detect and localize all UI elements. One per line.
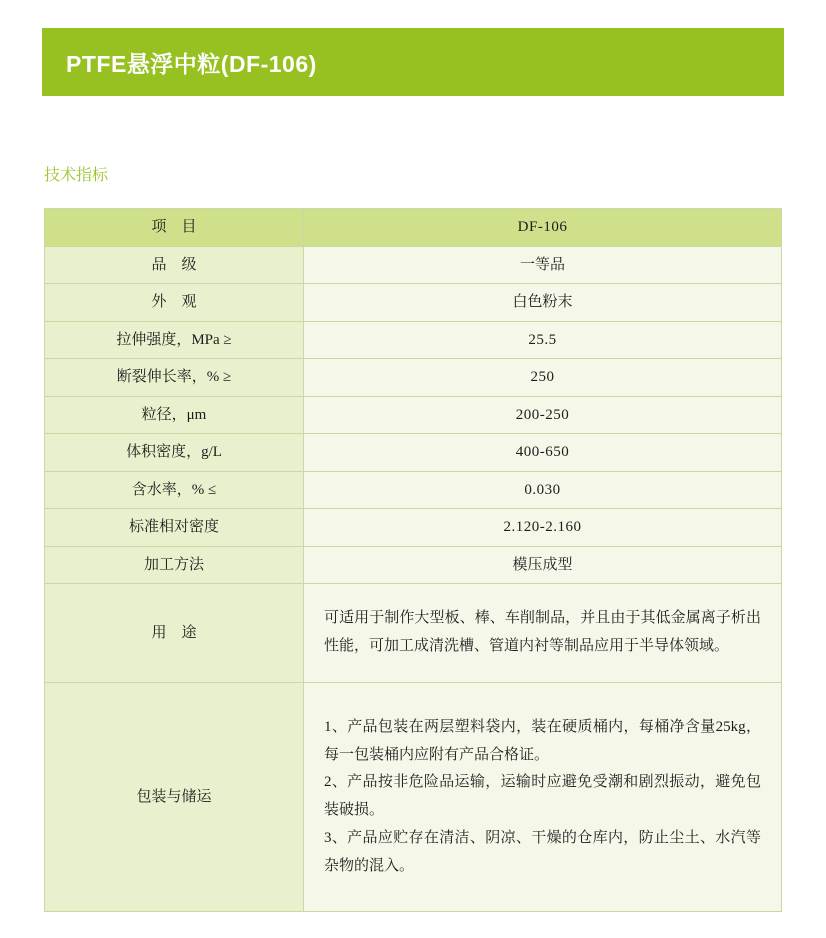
table-header-label-cell <box>45 209 304 247</box>
row-value-cell <box>304 509 782 547</box>
packaging-label-text: 包装与储运 <box>136 788 212 805</box>
row-label-cell <box>45 284 304 322</box>
packaging-value-cell <box>304 683 782 912</box>
usage-value-cell <box>304 584 782 683</box>
table-row <box>45 509 782 547</box>
packaging-label-cell <box>45 683 304 912</box>
row-label-cell <box>45 321 304 359</box>
packaging-value-lines <box>304 700 781 895</box>
row-value-text: 200-250 <box>515 406 570 423</box>
table-body <box>45 209 782 912</box>
row-value-cell <box>304 396 782 434</box>
table-row <box>45 546 782 584</box>
row-label-text: 含水率，% ≤ <box>131 481 217 498</box>
section-title-technical-specs: 技术指标 <box>44 167 109 184</box>
usage-value-text: 可适用于制作大型板、棒、车削制品，并且由于其低金属离子析出性能，可加工成清洗槽、管道内衬等制品应用于半导体领域。 <box>324 610 761 654</box>
table-row <box>45 471 782 509</box>
row-label-cell <box>45 434 304 472</box>
table-header-value-cell <box>304 209 782 247</box>
usage-label-cell <box>45 584 304 683</box>
row-value-text: 2.120-2.160 <box>503 519 582 535</box>
row-label-cell <box>45 396 304 434</box>
table-row <box>45 246 782 284</box>
row-value-cell <box>304 359 782 397</box>
row-label-text: 断裂伸长率，% ≥ <box>116 369 232 385</box>
row-value-cell <box>304 321 782 359</box>
row-label-cell <box>45 359 304 397</box>
row-value-cell <box>304 246 782 284</box>
row-value-text: 25.5 <box>528 331 557 348</box>
row-value-text: 白色粉末 <box>512 294 573 310</box>
table-row <box>45 359 782 397</box>
table-row-packaging <box>45 683 782 912</box>
row-label-text: 拉伸强度，MPa ≥ <box>116 331 232 348</box>
row-label-text: 外 观 <box>151 294 197 310</box>
product-header-band <box>42 28 784 96</box>
row-value-text: 一等品 <box>519 256 565 273</box>
row-value-cell <box>304 471 782 509</box>
packaging-line: 2、产品按非危险品运输，运输时应避免受潮和剧烈振动，避免包装破损。 <box>324 774 761 818</box>
page-title: PTFE悬浮中粒(DF-106) <box>66 50 317 77</box>
packaging-line: 1、产品包装在两层塑料袋内，装在硬质桶内，每桶净含量25kg，每一包装桶内应附有产品合格证。 <box>324 718 761 763</box>
row-label-cell <box>45 546 304 584</box>
table-row <box>45 321 782 359</box>
row-label-cell <box>45 471 304 509</box>
row-label-text: 品 级 <box>151 256 197 273</box>
table-header-row <box>45 209 782 247</box>
row-value-text: 模压成型 <box>512 556 573 573</box>
row-label-text: 标准相对密度 <box>128 519 219 535</box>
row-value-text: 400-650 <box>515 444 570 460</box>
table-header-label-text: 项 目 <box>151 219 197 235</box>
table-row <box>45 284 782 322</box>
row-label-text: 粒径，μm <box>141 406 207 423</box>
technical-specifications-table <box>44 208 782 912</box>
table-row <box>45 434 782 472</box>
row-value-cell <box>304 284 782 322</box>
row-value-text: 250 <box>530 369 555 385</box>
row-label-text: 体积密度，g/L <box>126 444 222 460</box>
row-value-cell <box>304 434 782 472</box>
row-label-cell <box>45 246 304 284</box>
usage-label-text: 用 途 <box>151 624 197 641</box>
table-header-value-text: DF-106 <box>517 219 568 235</box>
table-row-usage <box>45 584 782 683</box>
row-value-cell <box>304 546 782 584</box>
row-label-text: 加工方法 <box>143 556 204 573</box>
row-label-cell <box>45 509 304 547</box>
packaging-line: 3、产品应贮存在清洁、阴凉、干燥的仓库内，防止尘土、水汽等杂物的混入。 <box>324 829 761 874</box>
table-row <box>45 396 782 434</box>
row-value-text: 0.030 <box>524 481 561 498</box>
